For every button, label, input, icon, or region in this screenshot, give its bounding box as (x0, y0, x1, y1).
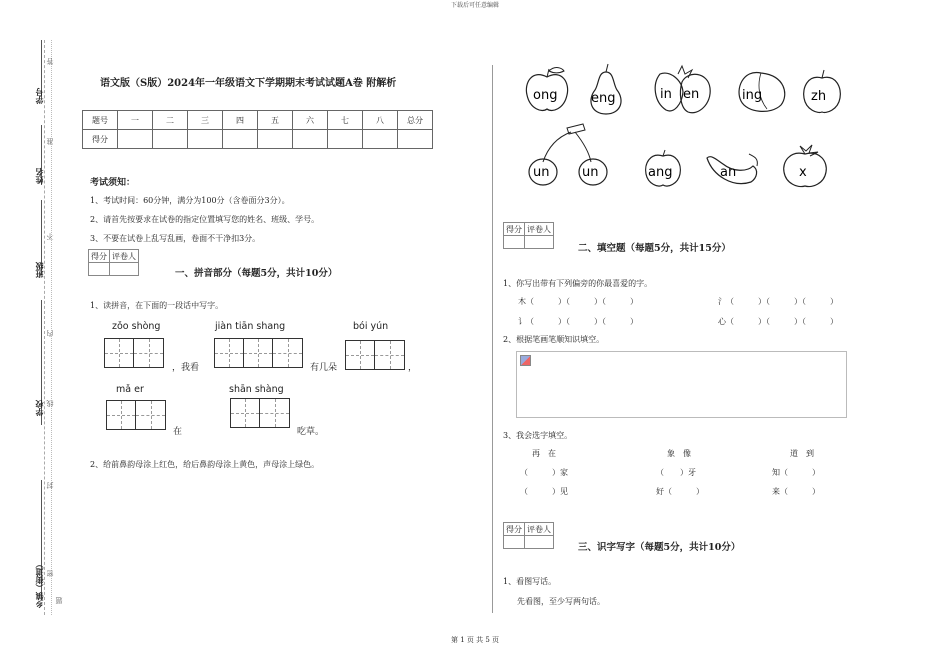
fruit-label: an (720, 165, 737, 180)
fruit-label: ang (648, 165, 673, 180)
grader-box (88, 249, 139, 276)
section1-title: 一、拼音部分（每题5分，共计10分） (175, 268, 338, 279)
grader-input-cell[interactable] (89, 263, 110, 276)
writing-grid[interactable] (104, 338, 164, 368)
sentence-text: ，我看 (172, 363, 200, 373)
fruit-label: ong (533, 88, 558, 103)
binding-hint-bu: 不 (46, 233, 54, 240)
grader-label: 评卷人 (525, 523, 554, 536)
section2-title: 二、填空题（每题5分，共计15分） (578, 243, 731, 254)
score-table (82, 110, 433, 149)
section2-q1: 1、你写出带有下列偏旁的你最喜爱的字。 (503, 279, 653, 288)
notice-item: 2、请首先按要求在试卷的指定位置填写您的姓名、班级、学号。 (90, 215, 320, 224)
choice-blank[interactable]: 知（ ） (772, 468, 820, 477)
fruit-label: in (660, 87, 672, 102)
radical-label: 心（ (718, 317, 734, 326)
binding-hint-ti: 题 (55, 597, 63, 604)
page-footer: 第 1 页 共 5 页 (450, 636, 500, 644)
radical-blank-row[interactable]: 氵（ ）（ ）（ ） (718, 297, 838, 306)
radical-label: 木（ (518, 297, 534, 306)
radical-blank-row[interactable]: 心（ ）（ ）（ ） (718, 317, 838, 326)
choice-pair: 再 在 (532, 449, 556, 458)
score-cell: 得分 (83, 130, 118, 149)
pear-fruit[interactable] (583, 62, 629, 117)
stroke-order-image-box (516, 351, 847, 418)
score-input-cell[interactable] (223, 130, 258, 149)
pinyin-label: shān shàng (229, 384, 284, 395)
label-township: 乡镇（街道） (34, 560, 44, 608)
writing-grid[interactable] (345, 340, 405, 370)
radical-label: 讠（ (518, 317, 534, 326)
radical-label: 氵（ (718, 297, 734, 306)
section2-q2: 2、根据笔画笔顺知识填空。 (503, 335, 605, 344)
cherry-fruit[interactable] (525, 122, 615, 188)
choice-blank[interactable]: （ ）见 (520, 487, 568, 496)
score-input-cell[interactable] (328, 130, 363, 149)
score-cell: 六 (293, 111, 328, 130)
writing-grid[interactable] (230, 398, 290, 428)
score-cell: 三 (188, 111, 223, 130)
binding-dotted-line (51, 40, 52, 615)
section2-q3: 3、我会选字填空。 (503, 431, 573, 440)
score-cell: 总分 (398, 111, 433, 130)
notice-item: 3、不要在试卷上乱写乱画，卷面不干净扣3分。 (90, 234, 261, 243)
score-cell: 五 (258, 111, 293, 130)
binding-hint-mi: 密 (46, 570, 54, 577)
notice-heading: 考试须知： (90, 178, 136, 188)
grader-label: 得分 (504, 523, 525, 536)
sentence-text: ， (408, 363, 418, 373)
fruit-label: eng (591, 91, 616, 106)
writing-grid[interactable] (106, 400, 166, 430)
apple-fruit[interactable] (522, 65, 572, 115)
section1-q2: 2、给前鼻韵母涂上红色，给后鼻韵母涂上黄色，声母涂上绿色。 (90, 460, 320, 469)
fruit-label: un (533, 165, 550, 180)
score-input-cell[interactable] (363, 130, 398, 149)
writing-grid[interactable] (214, 338, 303, 368)
choice-blank[interactable]: （ ）牙 (656, 468, 696, 477)
fruit-label: ing (742, 88, 763, 103)
score-cell: 一 (118, 111, 153, 130)
choice-pair: 道 到 (790, 449, 814, 458)
strawberry-fruit[interactable] (652, 64, 714, 119)
broken-image-icon (520, 355, 531, 366)
grader-label: 评卷人 (525, 223, 554, 236)
binding-hint-zhun: 准 (46, 138, 54, 145)
pinyin-label: jiàn tiān shang (215, 321, 286, 332)
score-input-cell[interactable] (293, 130, 328, 149)
grader-input-cell[interactable] (525, 236, 554, 249)
grader-input-cell[interactable] (525, 536, 554, 549)
score-cell: 题号 (83, 111, 118, 130)
score-input-cell[interactable] (153, 130, 188, 149)
score-cell: 二 (153, 111, 188, 130)
grader-input-cell[interactable] (504, 536, 525, 549)
grader-input-cell[interactable] (110, 263, 139, 276)
header-note: 下载后可任意编辑 (450, 2, 499, 9)
peach-fruit[interactable] (733, 65, 791, 117)
score-cell: 四 (223, 111, 258, 130)
sentence-text: 有几朵 (310, 363, 338, 373)
binding-hint-feng: 封 (46, 482, 54, 489)
score-table-header-row (83, 111, 433, 130)
grader-label: 评卷人 (110, 250, 139, 263)
score-input-cell[interactable] (118, 130, 153, 149)
fruit-label: en (683, 87, 700, 102)
fruit-label: x (799, 165, 807, 180)
choice-blank[interactable]: 来（ ） (772, 487, 820, 496)
grader-box (503, 222, 554, 249)
column-divider (492, 65, 493, 613)
score-cell: 八 (363, 111, 398, 130)
score-input-cell[interactable] (398, 130, 433, 149)
score-cell: 七 (328, 111, 363, 130)
score-table-score-row (83, 130, 433, 149)
binding-hint-xian: 线 (46, 400, 54, 407)
grader-label: 得分 (504, 223, 525, 236)
grader-label: 得分 (89, 250, 110, 263)
label-class: 班级 (34, 262, 44, 278)
apple-fruit[interactable] (642, 148, 684, 190)
pinyin-label: bói yún (353, 321, 389, 332)
banana-fruit[interactable] (703, 146, 761, 190)
pinyin-label: mǎ er (116, 384, 144, 395)
binding-hint-da: 答 (46, 58, 54, 65)
notice-item: 1、考试时间：60分钟，满分为100分（含卷面分3分）。 (90, 196, 290, 205)
fruit-label: un (582, 165, 599, 180)
binding-hint-nei: 内 (46, 330, 54, 337)
exam-title: 语文版（S版）2024年一年级语文下学期期末考试试题A卷 附解析 (100, 78, 397, 89)
choice-blank[interactable]: 好（ ） (656, 487, 704, 496)
section1-q1: 1、读拼音，在下面的一段话中写字。 (90, 301, 224, 310)
label-name: 姓名 (34, 168, 44, 184)
sentence-text: 吃草。 (297, 427, 325, 437)
label-student-id: 学号 (34, 88, 44, 104)
section3-q1-instruction: 先看图，至少写两句话。 (517, 597, 605, 606)
label-school: 学校 (34, 400, 44, 416)
score-input-cell[interactable] (258, 130, 293, 149)
radical-blank-row[interactable]: 木（ ）（ ）（ ） (518, 297, 638, 306)
radical-blank-row[interactable]: 讠（ ）（ ）（ ） (518, 317, 638, 326)
fruit-label: zh (811, 89, 827, 104)
pinyin-label: zǒo shòng (112, 321, 161, 332)
binding-cut-line (44, 40, 45, 615)
section3-title: 三、识字写字（每题5分，共计10分） (578, 542, 741, 553)
tomato-fruit[interactable] (800, 68, 844, 116)
section3-q1: 1、看图写话。 (503, 577, 557, 586)
sentence-text: 在 (173, 427, 183, 437)
score-input-cell[interactable] (188, 130, 223, 149)
choice-pair: 象 像 (667, 449, 691, 458)
grader-input-cell[interactable] (504, 236, 525, 249)
tomato-fruit[interactable] (780, 144, 830, 190)
grader-box (503, 522, 554, 549)
choice-blank[interactable]: （ ）家 (520, 468, 568, 477)
